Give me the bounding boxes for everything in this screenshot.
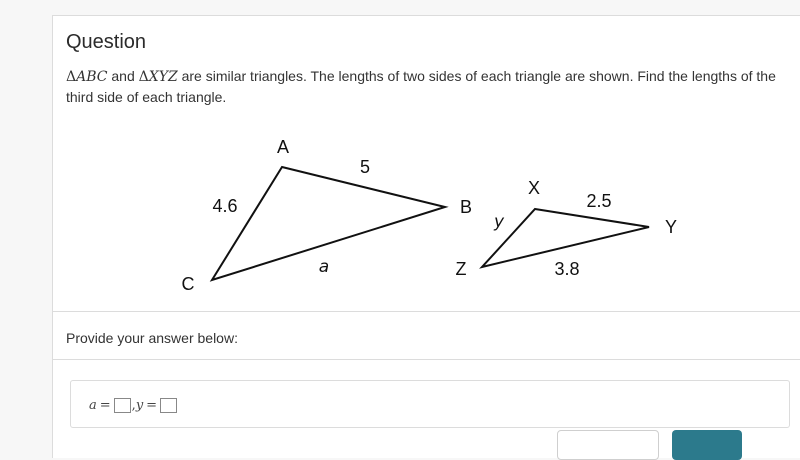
submit-button[interactable] [672,430,742,460]
divider-top [53,311,800,312]
question-card [52,15,800,458]
vertex-y-label: Y [664,217,678,237]
side-xy-label: 2.5 [586,191,612,211]
divider-bottom [53,359,800,360]
side-yz-label: 3.8 [554,259,580,279]
side-bc-label: a [318,257,330,277]
triangle-abc-notation: ΔABC [66,69,108,85]
variable-y-label: y [135,397,144,413]
vertex-z-label: Z [455,259,467,279]
left-gutter [0,0,52,457]
equals-sign: = [99,397,111,413]
answer-a-input[interactable] [114,398,131,413]
vertex-x-label: X [527,178,541,198]
answer-box [70,380,790,428]
secondary-button[interactable] [557,430,659,460]
question-text: ΔABC and ΔXYZ are similar triangles. The lengths of two sides of each triangle are shown. Find the lengths of the third side of each triangle. [66,68,776,105]
question-title: Question [66,31,147,53]
vertex-c-label: C [181,274,195,294]
triangles-figure [53,16,800,311]
triangle-xyz-notation: ΔXYZ [138,69,178,85]
answer-prompt: Provide your answer below: [66,330,238,346]
vertex-b-label: B [459,197,473,217]
side-ab-label: 5 [359,157,371,177]
side-ac-label: 4.6 [212,196,238,216]
vertex-a-label: A [276,137,290,157]
side-xz-label: y [493,212,505,232]
separator-comma: , [131,397,136,413]
answer-y-input[interactable] [160,398,177,413]
answer-row [89,396,177,414]
variable-a-label: a [89,397,97,413]
equals-sign: = [146,397,158,413]
